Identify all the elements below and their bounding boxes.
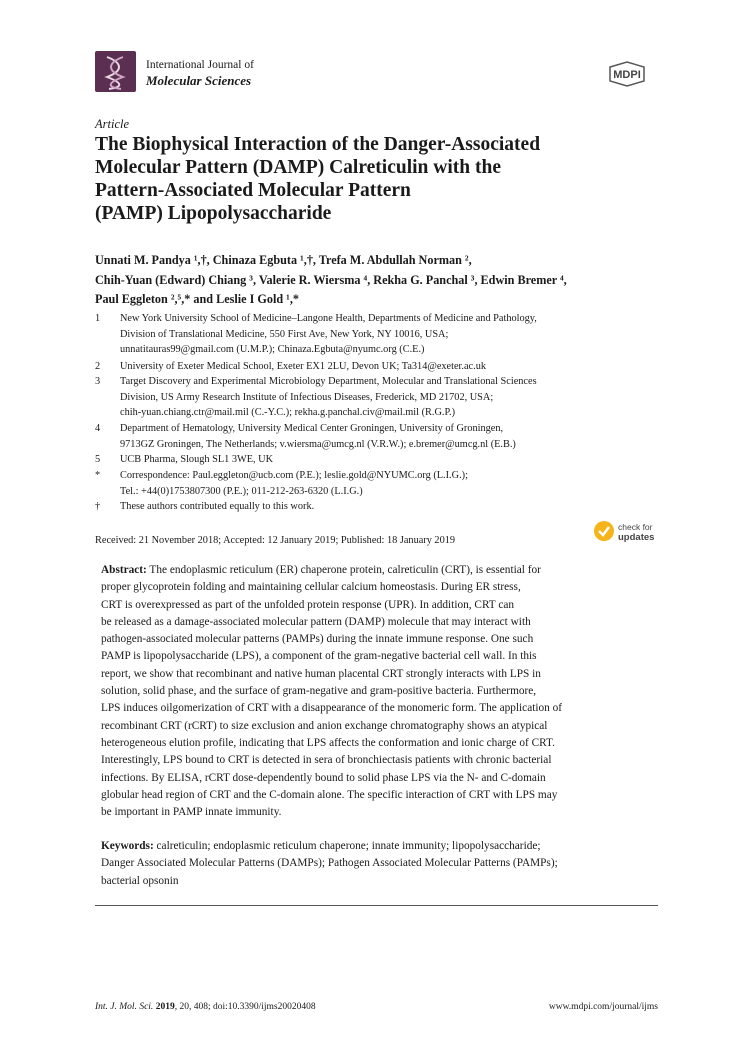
check-for-updates-button[interactable]	[594, 520, 664, 546]
affiliation-mark: 5	[95, 454, 101, 465]
abstract-line: globular head region of CRT and the C-domain alone. The specific interaction of CRT with LPS may	[101, 788, 558, 801]
journal-url-link[interactable]: www.mdpi.com/journal/ijms	[548, 1002, 658, 1012]
affiliation-3	[95, 374, 665, 422]
journal-abbreviation: Int. J. Mol. Sci.	[95, 1002, 154, 1012]
author-line: Unnati M. Pandya ¹,†, Chinaza Egbuta ¹,†, Trefa M. Abdullah Norman ²,	[95, 253, 472, 267]
title-line: Pattern-Associated Molecular Pattern	[95, 180, 411, 201]
abstract-line: pathogen-associated molecular patterns (PAMPs) during the innate immune response. One such	[101, 633, 534, 646]
affiliation-mark: 3	[95, 376, 101, 387]
journal-name	[146, 58, 254, 88]
affiliation-line: New York University School of Medicine–Langone Health, Departments of Medicine and Pathology,	[120, 313, 537, 324]
affiliation-line: UCB Pharma, Slough SL1 3WE, UK	[120, 454, 274, 465]
keywords-line: calreticulin; endoplasmic reticulum chaperone; innate immunity; lipopolysaccharide;	[153, 840, 541, 852]
check-label: check for	[618, 522, 653, 532]
abstract-line: LPS induces oilgomerization of CRT with a disappearance of the monomeric form. The application of	[101, 702, 563, 715]
abstract-line: solution, solid phase, and the surface of gram-negative and gram-positive bacteria. Furthermore,	[101, 685, 537, 698]
journal-line1: International Journal of	[146, 59, 254, 71]
affiliation-line: Division of Translational Medicine, 550 First Ave, New York, NY 10016, USA;	[120, 328, 449, 340]
affiliation-line: unnatitauras99@gmail.com (U.M.P.); Chinaza.Egbuta@nyumc.org (C.E.)	[120, 344, 425, 356]
abstract-line: Interestingly, LPS bound to CRT is detected in sera of bronchiectasis patients with chronic bacterial	[101, 754, 552, 767]
abstract-line: proper glycoprotein folding and maintaining cellular calcium homeostasis. During ER stress,	[101, 581, 521, 594]
keywords-line: bacterial opsonin	[101, 874, 179, 887]
abstract-line: infections. By ELISA, rCRT dose-dependently bound to solid phase LPS via the N- and C-domain	[101, 771, 546, 784]
citation-year: 2019	[155, 1002, 175, 1012]
title-line: The Biophysical Interaction of the Danger-Associated	[95, 134, 541, 155]
keywords	[101, 838, 661, 890]
abstract-label: Abstract:	[101, 564, 147, 576]
title-line: Molecular Pattern (DAMP) Calreticulin with the	[95, 157, 501, 178]
author-line: Paul Eggleton ²,⁵,* and Leslie I Gold ¹,*	[95, 292, 299, 306]
abstract-line: report, we show that recombinant and native human placental CRT strongly interacts with LPS in	[101, 667, 541, 680]
keywords-line: Danger Associated Molecular Patterns (DAMPs); Pathogen Associated Molecular Patterns (PAMPs);	[101, 857, 558, 870]
abstract-line: CRT is overexpressed as part of the unfolded protein response (UPR). In addition, CRT can	[101, 598, 514, 611]
citation-details: , 20, 408; doi:10.3390/ijms20020408	[174, 1002, 316, 1012]
mdpi-logo	[606, 61, 648, 87]
affiliation-1	[95, 311, 665, 359]
abstract-line: recombinant CRT (rCRT) to size exclusion and anion exchange chromatography shows an atypical	[101, 719, 548, 732]
affiliation-mark: 4	[95, 423, 101, 434]
check-badge-icon	[594, 521, 614, 541]
affiliation-mark: 1	[95, 313, 101, 324]
affiliation-line: University of Exeter Medical School, Exeter EX1 2LU, Devon UK; Ta314@exeter.ac.uk	[120, 361, 486, 372]
journal-line2: Molecular Sciences	[146, 73, 252, 88]
affiliation-line: Tel.: +44(0)1753807300 (P.E.); 011-212-263-6320 (L.I.G.)	[120, 485, 363, 497]
journal-logo	[95, 51, 136, 92]
abstract-line: be important in PAMP innate immunity.	[101, 806, 282, 819]
affiliation-mark: *	[95, 470, 101, 481]
abstract-line: The endoplasmic reticulum (ER) chaperone protein, calreticulin (CRT), is essential for	[146, 564, 541, 576]
abstract-line: heterogeneous elution profile, indicating that LPS affects the conformation and ionic charge of CRT.	[101, 736, 555, 749]
keywords-label: Keywords:	[101, 840, 154, 852]
affiliation-mark: 2	[95, 361, 101, 372]
article-type: Article	[95, 117, 130, 131]
title-line: (PAMP) Lipopolysaccharide	[95, 203, 332, 224]
affiliation-line: Division, US Army Research Institute of Infectious Diseases, Frederick, MD 21702, USA;	[120, 391, 494, 403]
affiliation-mark: †	[95, 501, 101, 512]
affiliation-line: 9713GZ Groningen, The Netherlands; v.wiersma@umcg.nl (V.R.W.); e.bremer@umcg.nl (E.B.)	[120, 438, 516, 450]
updates-label: updates	[618, 532, 655, 543]
affiliation-line: These authors contributed equally to this work.	[120, 501, 315, 512]
affiliation-line: Correspondence: Paul.eggleton@ucb.com (P.E.); leslie.gold@NYUMC.org (L.I.G.);	[120, 470, 468, 481]
publisher-label: MDPI	[613, 69, 641, 81]
citation-footer	[95, 1002, 316, 1012]
affiliation-4	[95, 421, 665, 453]
affiliation-line: Target Discovery and Experimental Microbiology Department, Molecular and Translational Sciences	[120, 376, 537, 387]
author-list	[95, 251, 675, 310]
publication-dates: Received: 21 November 2018; Accepted: 12 January 2019; Published: 18 January 2019	[95, 535, 456, 546]
abstract-line: be released as a damage-associated molecular pattern (DAMP) molecule that may interact with	[101, 615, 531, 628]
affiliation-2	[95, 359, 665, 375]
abstract	[101, 562, 661, 821]
affiliation-line: Department of Hematology, University Medical Center Groningen, University of Groningen,	[120, 423, 504, 434]
article-title	[95, 133, 675, 225]
author-line: Chih-Yuan (Edward) Chiang ³, Valerie R. Wiersma ⁴, Rekha G. Panchal ³, Edwin Bremer ⁴,	[95, 272, 567, 287]
affiliation-5	[95, 452, 665, 468]
correspondence	[95, 468, 665, 500]
divider	[95, 905, 658, 906]
abstract-line: PAMP is lipopolysaccharide (LPS), a component of the gram-negative bacterial cell wall. In this	[101, 650, 537, 663]
equal-contribution-note	[95, 499, 665, 515]
affiliation-line: chih-yuan.chiang.ctr@mail.mil (C.-Y.C.); rekha.g.panchal.civ@mail.mil (R.G.P.)	[120, 407, 456, 419]
